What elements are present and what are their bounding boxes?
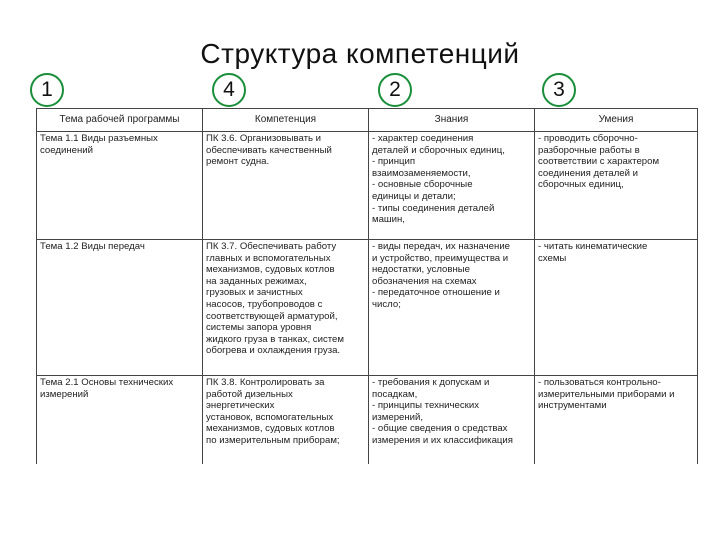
table-cell-knowledge: [369, 376, 535, 464]
table-row: [37, 376, 698, 464]
cell-text: - читать кинематические схемы: [538, 241, 648, 264]
cell-text: - требования к допускам и посадкам, - принципы технических измерений, - общие сведения о средствах измерения и их классификация: [372, 377, 513, 446]
table-row: [37, 240, 698, 376]
table-cell-topic: [37, 132, 203, 240]
table-cell-topic: [37, 376, 203, 464]
cell-text: Тема 2.1 Основы технических измерений: [40, 377, 174, 400]
column-header-competency: Компетенция: [203, 109, 369, 132]
table-cell-competency: [203, 132, 369, 240]
cell-text: ПК 3.7. Обеспечивать работу главных и вспомогательных механизмов, судовых котлов на заданных режимах, грузовых и зачистных насосов, трубопроводов с соответствующей арматурой, системы запора уровня жидкого груза в танках, систем обогрева и охлаждения груза.: [206, 241, 344, 357]
number-badge-4: 4: [212, 73, 246, 107]
table-cell-knowledge: [369, 240, 535, 376]
table-cell-skills: [535, 132, 698, 240]
number-badge-2: 2: [378, 73, 412, 107]
number-badge-1: 1: [30, 73, 64, 107]
table-cell-competency: [203, 376, 369, 464]
table-cell-skills: [535, 376, 698, 464]
table-cell-skills: [535, 240, 698, 376]
table-cell-topic: [37, 240, 203, 376]
table-row: [37, 132, 698, 240]
table-header-row: [37, 109, 698, 132]
cell-text: - проводить сборочно- разборочные работы в соответствии с характером соединения деталей и сборочных единиц,: [538, 133, 660, 191]
column-header-skills: Умения: [535, 109, 698, 132]
table-cell-competency: [203, 240, 369, 376]
cell-text: - пользоваться контрольно- измерительными приборами и инструментами: [538, 377, 675, 412]
competency-table: [36, 108, 698, 464]
cell-text: - виды передач, их назначение и устройство, преимущества и недостатки, условные обозначения на схемах - передаточное отношение и число;: [372, 241, 511, 310]
column-header-knowledge: Знания: [369, 109, 535, 132]
cell-text: ПК 3.6. Организовывать и обеспечивать качественный ремонт судна.: [206, 133, 332, 168]
number-badge-3: 3: [542, 73, 576, 107]
cell-text: ПК 3.8. Контролировать за работой дизельных энергетических установок, вспомогательных механизмов, судовых котлов по измерительным приборам;: [206, 377, 340, 446]
cell-text: Тема 1.2 Виды передач: [40, 241, 145, 252]
table-cell-knowledge: [369, 132, 535, 240]
cell-text: Тема 1.1 Виды разъемных соединений: [40, 133, 158, 156]
column-header-topic: Тема рабочей программы: [37, 109, 203, 132]
slide-title: Структура компетенций: [200, 38, 520, 69]
cell-text: - характер соединения деталей и сборочных единиц, - принцип взаимозаменяемости, - основные сборочные единицы и детали; - типы соединения деталей машин,: [372, 133, 505, 226]
